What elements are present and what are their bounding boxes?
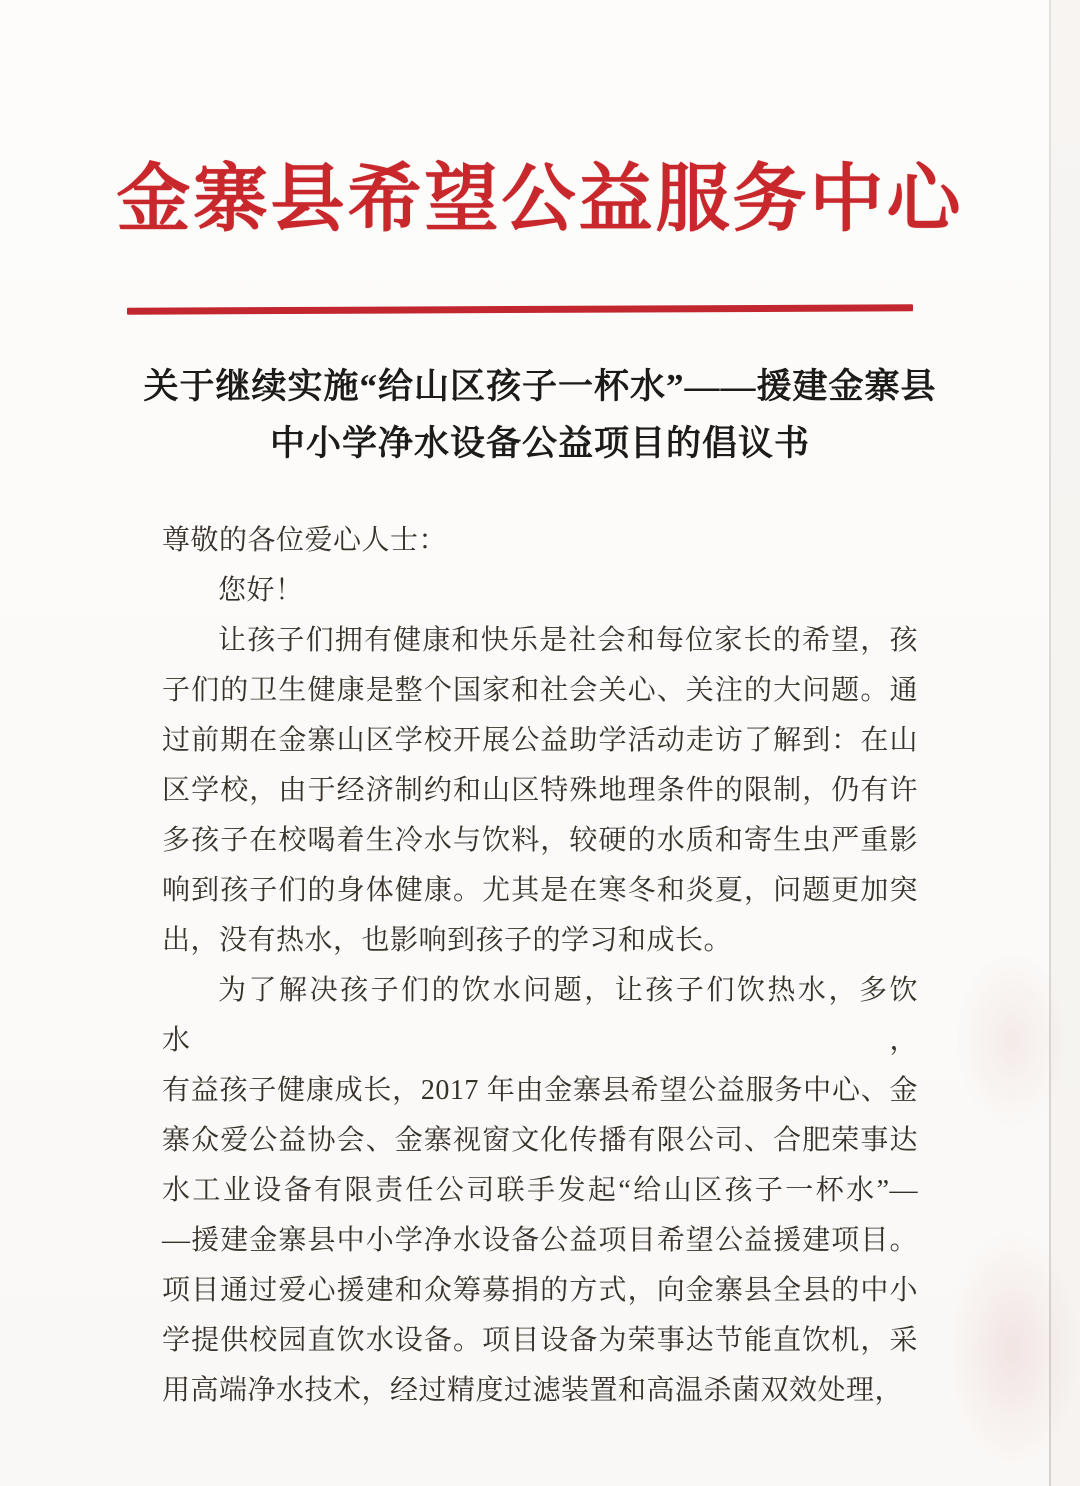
body-line: 多孩子在校喝着生冷水与饮料，较硬的水质和寄生虫严重影	[162, 825, 918, 856]
body-line: 寨众爱公益协会、金寨视窗文化传播有限公司、合肥荣事达	[162, 1125, 918, 1156]
body-line: 项目通过爱心援建和众筹募捐的方式，向金寨县全县的中小	[162, 1275, 918, 1306]
letterhead-divider	[127, 304, 913, 314]
body-line: 区学校，由于经济制约和山区特殊地理条件的限制，仍有许	[162, 775, 918, 806]
body-line: 让孩子们拥有健康和快乐是社会和每位家长的希望，孩	[218, 625, 918, 656]
document-body	[162, 516, 918, 1416]
body-line: 出，没有热水，也影响到孩子的学习和成长。	[162, 925, 733, 956]
body-line: —援建金寨县中小学净水设备公益项目希望公益援建项目。	[162, 1225, 918, 1256]
document-title	[70, 358, 1010, 472]
document-title-line: 中小学净水设备公益项目的倡议书	[269, 424, 810, 463]
scan-smudge	[955, 950, 1070, 1130]
body-line: 有益孩子健康成长，2017 年由金寨县希望公益服务中心、金	[162, 1075, 918, 1106]
body-line: 子们的卫生健康是整个国家和社会关心、关注的大问题。通	[162, 675, 918, 706]
body-line: 您好！	[218, 575, 304, 606]
body-line: 响到孩子们的身体健康。尤其是在寒冬和炎夏，问题更加突	[162, 875, 918, 906]
body-line: 学提供校园直饮水设备。项目设备为荣事达节能直饮机，采	[162, 1325, 918, 1356]
letterhead-title: 金寨县希望公益服务中心	[116, 159, 964, 241]
body-line: 用高端净水技术，经过精度过滤装置和高温杀菌双效处理，	[162, 1375, 904, 1406]
scan-smudge	[945, 1230, 1080, 1470]
body-line: 尊敬的各位爱心人士：	[162, 525, 448, 556]
body-line: 水工业设备有限责任公司联手发起“给山区孩子一杯水”—	[162, 1175, 918, 1206]
document-title-line: 关于继续实施“给山区孩子一杯水”——援建金寨县	[143, 367, 937, 406]
body-line: 为了解决孩子们的饮水问题，让孩子们饮热水，多饮水，	[162, 975, 918, 1056]
body-line: 过前期在金寨山区学校开展公益助学活动走访了解到：在山	[162, 725, 918, 756]
